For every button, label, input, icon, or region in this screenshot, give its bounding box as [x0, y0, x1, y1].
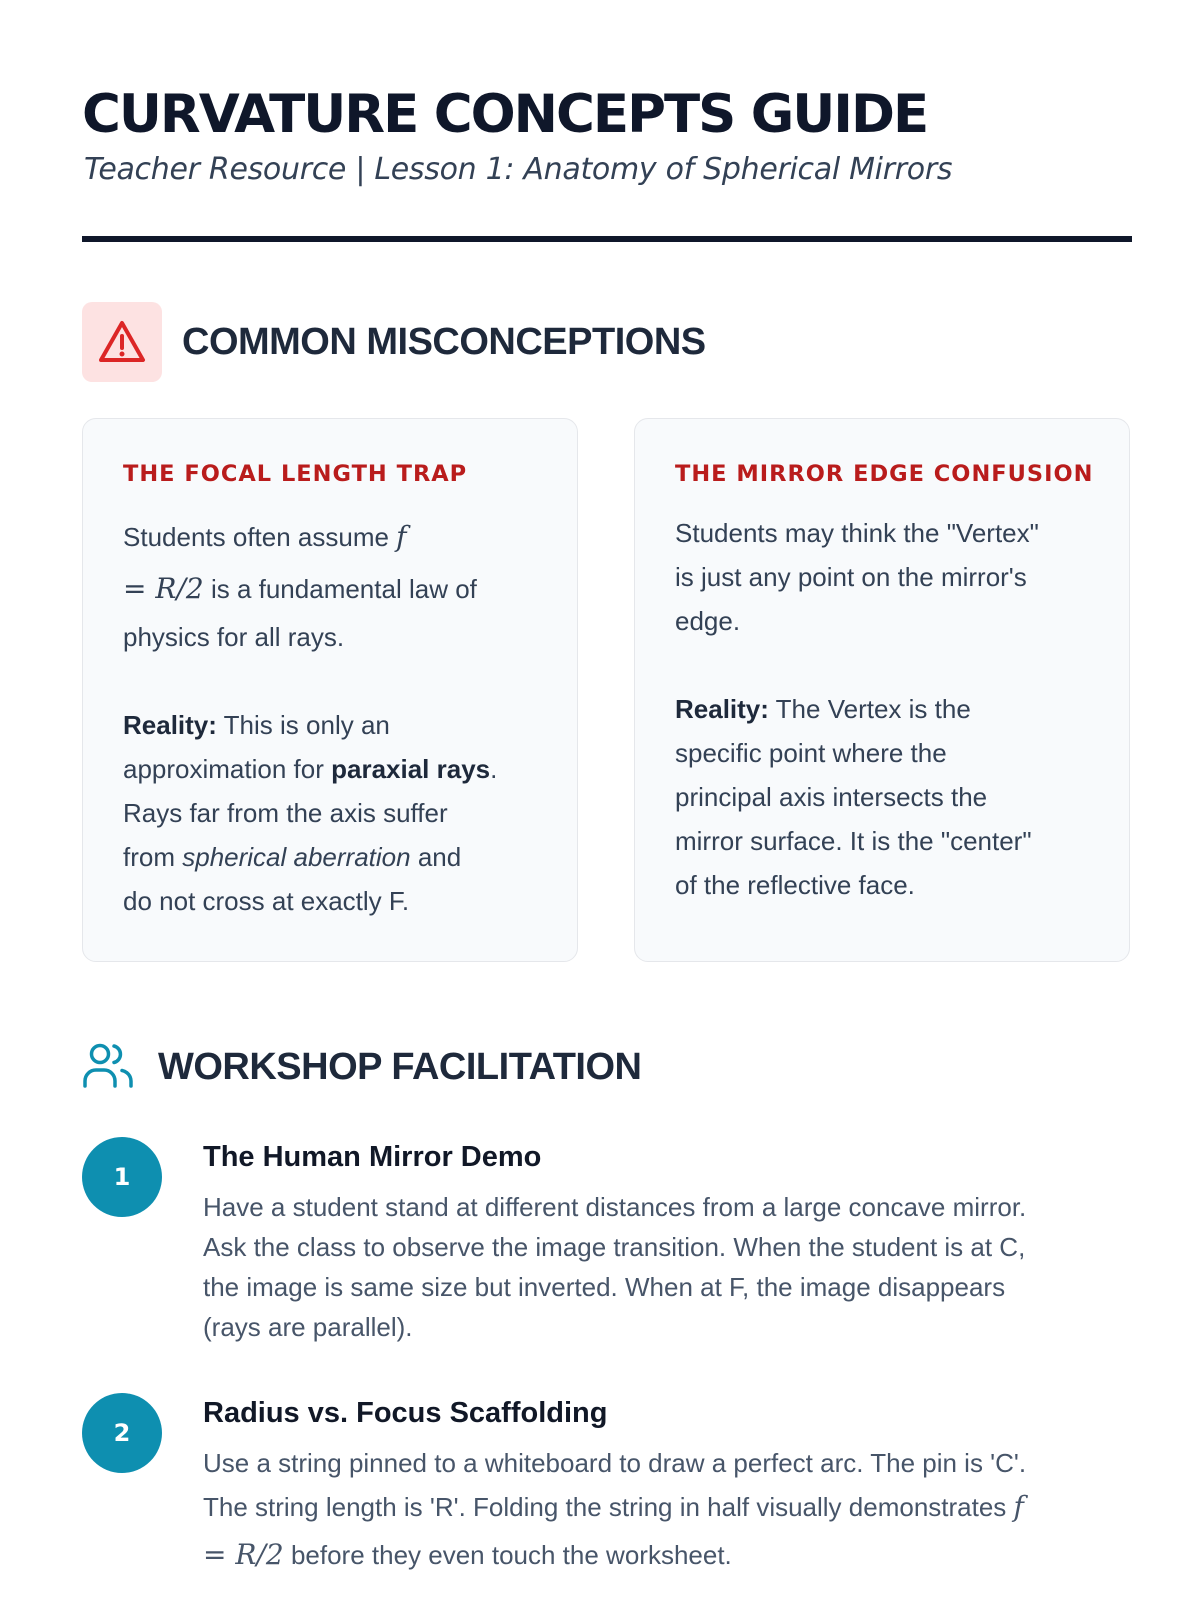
card-body: Students often assume f = R/2 is a fundamental law of physics for all rays. Reality: This is only an approximation for paraxial rays. Rays far from the axis suffer from spherical aberration and do not cross at exactly F. [123, 520, 498, 916]
page-subtitle: Teacher Resource | Lesson 1: Anatomy of Spherical Mirrors [84, 152, 953, 187]
workshop-header [82, 1040, 641, 1094]
workshop-heading: WORKSHOP FACILITATION [158, 1045, 642, 1088]
misconceptions-header [82, 302, 706, 382]
misconceptions-heading: COMMON MISCONCEPTIONS [182, 320, 706, 363]
misconception-card-mirror-edge [634, 418, 1130, 962]
page-title: CURVATURE CONCEPTS GUIDE [82, 84, 928, 145]
step-title: The Human Mirror Demo [203, 1141, 542, 1173]
misconception-card-focal-length [82, 418, 578, 962]
warning-icon [82, 302, 162, 382]
card-title: THE MIRROR EDGE CONFUSION [675, 461, 1094, 487]
step-number-badge: 1 [82, 1137, 162, 1217]
users-icon [82, 1040, 136, 1094]
step-description: Have a student stand at different distances from a large concave mirror. Ask the class to observe the image transition. When the student is at C, the image is same size but inverted. When at F, the image disappears (rays are parallel). [203, 1192, 1027, 1342]
card-title: THE FOCAL LENGTH TRAP [123, 461, 468, 487]
step-number-badge: 2 [82, 1393, 162, 1473]
header-divider [82, 236, 1132, 242]
step-title: Radius vs. Focus Scaffolding [203, 1397, 608, 1429]
card-body: Students may think the "Vertex" is just any point on the mirror's edge. Reality: The Vertex is the specific point where the principal axis intersects the mirror surface. It is the "center" of the reflective face. [675, 518, 1039, 900]
step-description: Use a string pinned to a whiteboard to draw a perfect arc. The pin is 'C'. The string length is 'R'. Folding the string in half visually demonstrates f = R/2 before they even touch the worksheet. [203, 1448, 1027, 1571]
